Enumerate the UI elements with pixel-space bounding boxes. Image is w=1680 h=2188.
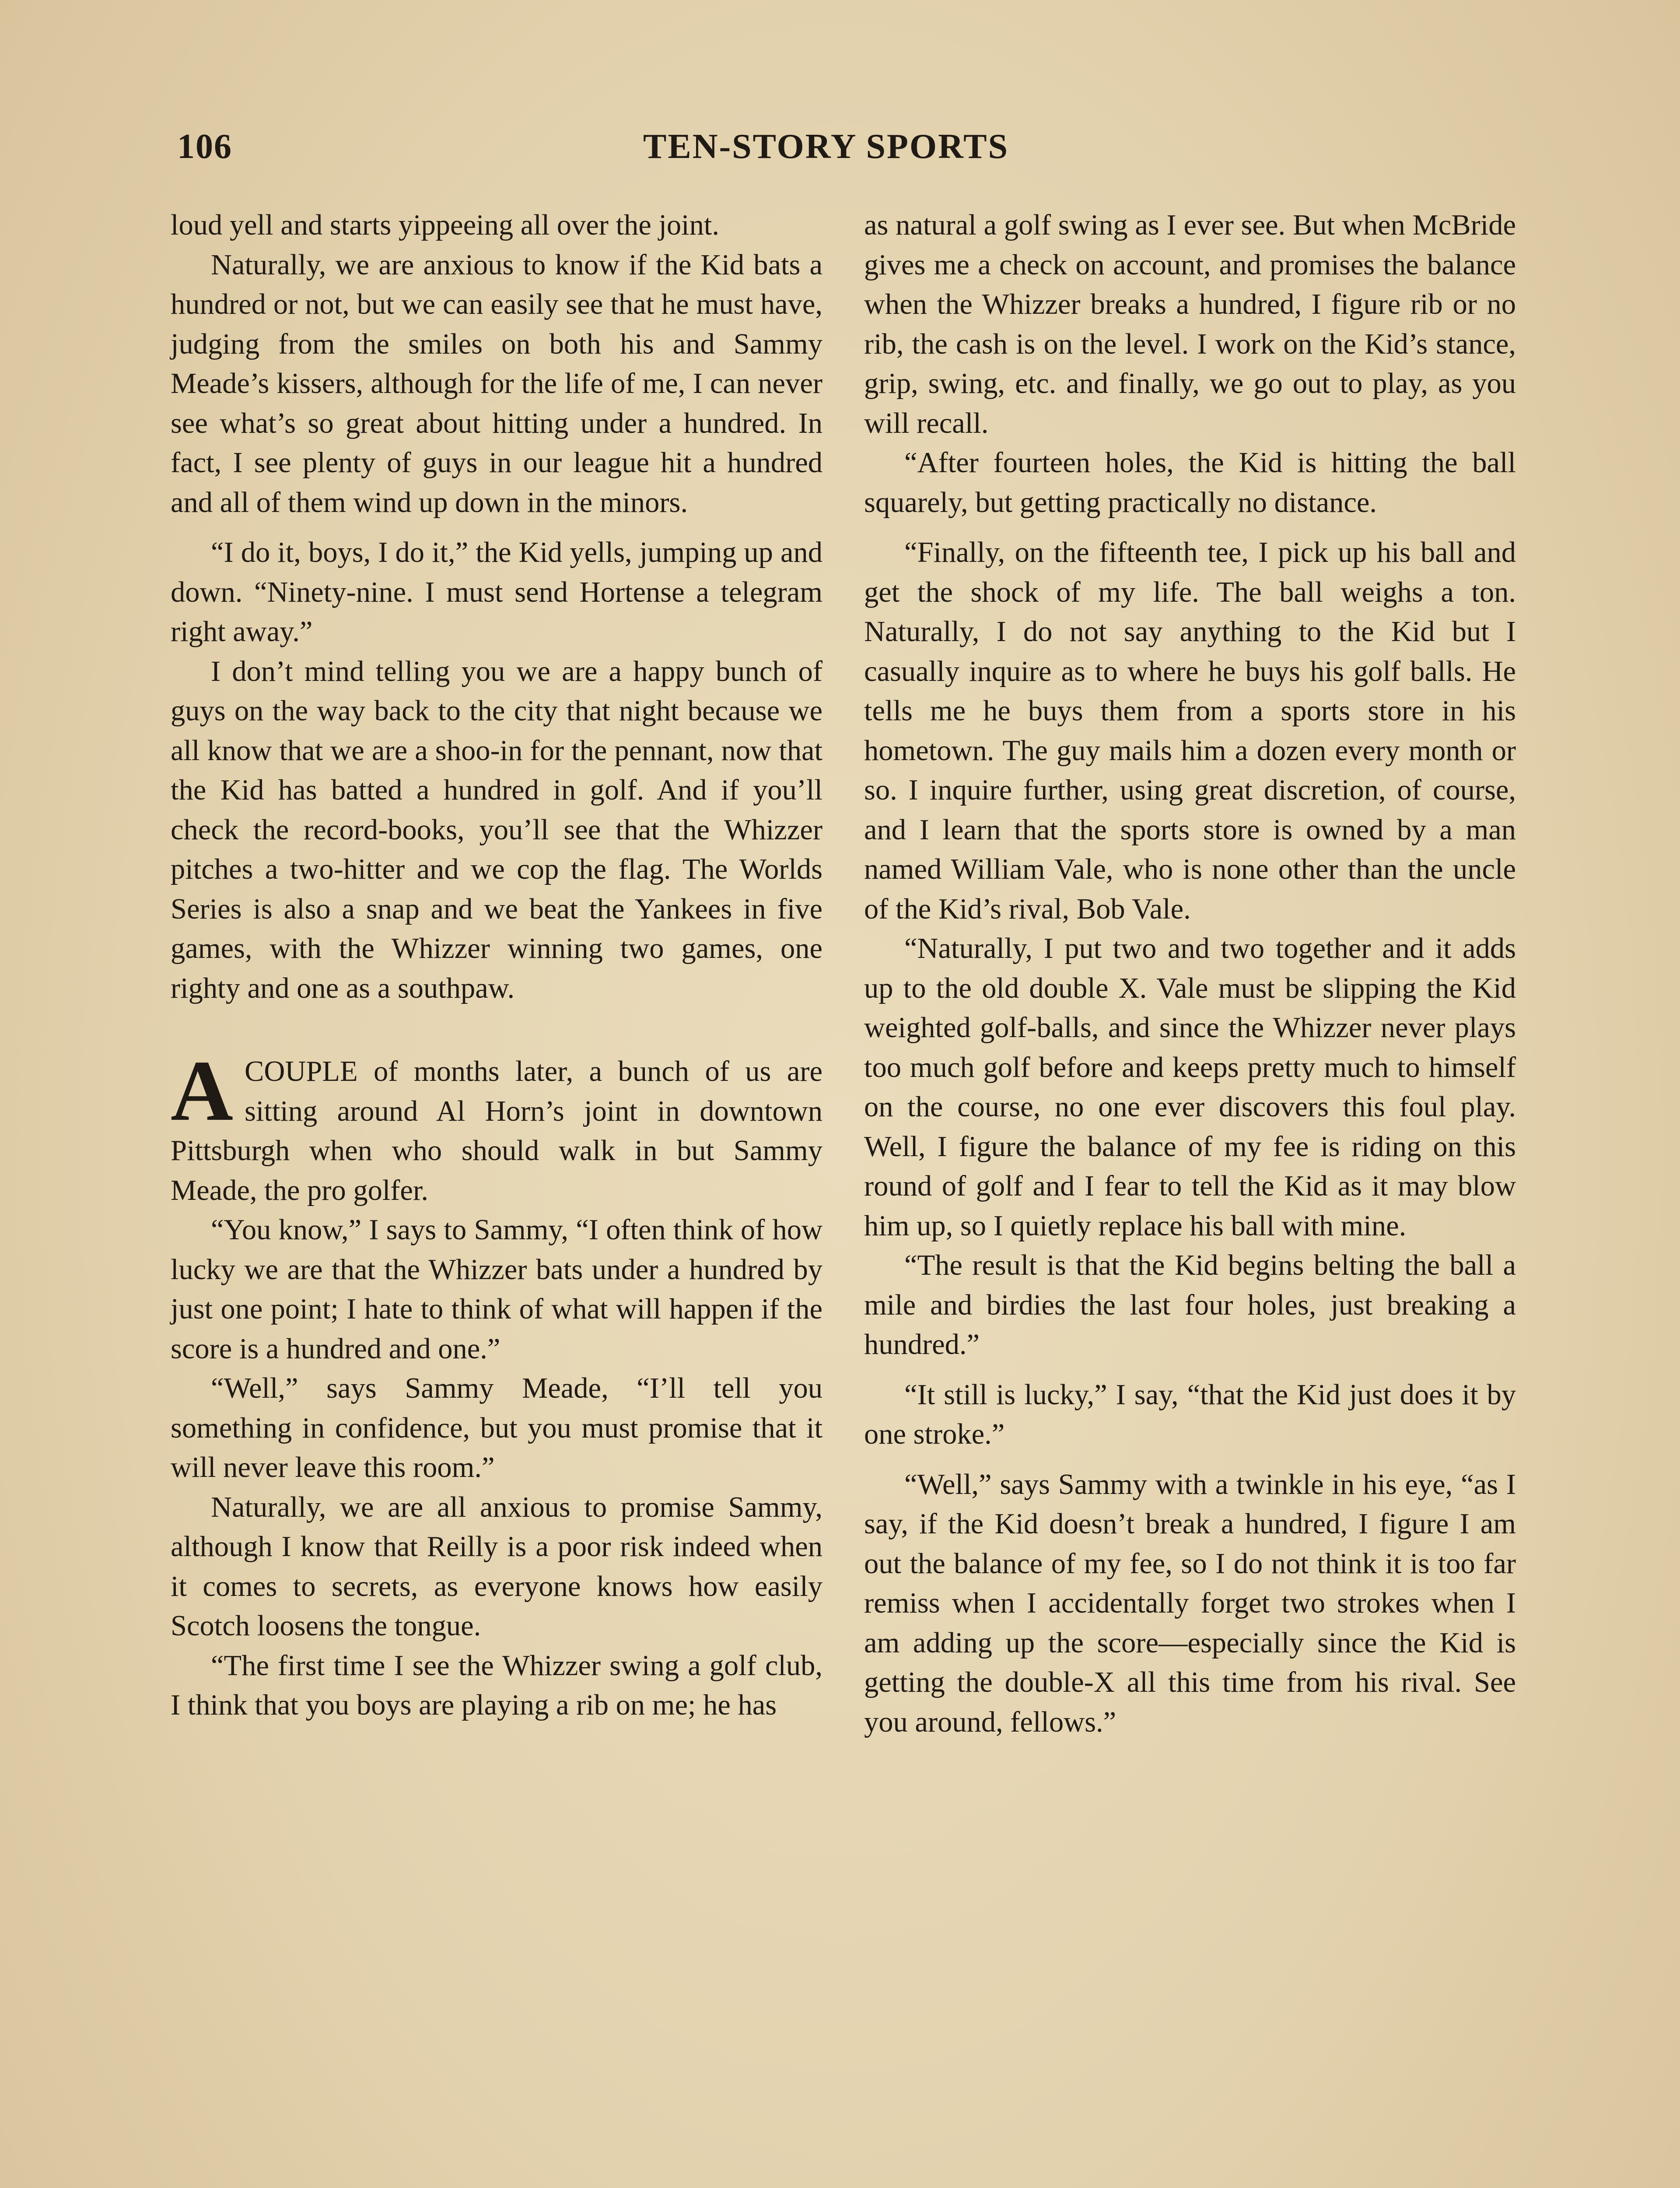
paragraph: “Well,” says Sammy with a twinkle in his eye, “as I say, if the Kid doesn’t break a hundred, I figure I am out the balance of my fee, so I do not think it is too far remiss when I accidentally forget two strokes when I am adding up the score—especially since the Kid is getting the double-X all this time from his rival. See you around, fellows.” <box>864 1468 1516 1738</box>
page-number: 106 <box>177 127 232 166</box>
paragraph: “It still is lucky,” I say, “that the Kid just does it by one stroke.” <box>864 1378 1516 1450</box>
paragraph-text: COUPLE of months later, a bunch of us are sitting around Al Horn’s joint in downtown Pittsburgh when who should walk in but Sammy Meade, the pro golfer. <box>171 1055 822 1206</box>
paragraph: “Finally, on the fifteenth tee, I pick up his ball and get the shock of my life. The ball weighs a ton. Naturally, I do not say anything to the Kid but I casually inquire as to where he buys his golf balls. He tells me he buys them from a sports store in his hometown. The guy mails him a dozen every month or so. I inquire further, using great discretion, of course, and I learn that the sports store is owned by a man named William Vale, who is none other than the uncle of the Kid’s rival, Bob Vale. <box>864 536 1516 925</box>
drop-cap: A <box>171 1043 233 1139</box>
paragraph: “Well,” says Sammy Meade, “I’ll tell you something in confidence, but you must promise that it will never leave this room.” <box>171 1372 822 1483</box>
paragraph: “I do it, boys, I do it,” the Kid yells, jumping up and down. “Ninety-nine. I must send Hortense a telegram right away.” <box>171 536 822 648</box>
paragraph: loud yell and starts yippeeing all over the joint. <box>171 209 719 241</box>
paragraph: “The first time I see the Whizzer swing a golf club, I think that you boys are playing a rib on me; he has <box>171 1649 822 1721</box>
section-opening-paragraph <box>171 1043 822 1210</box>
paragraph: as natural a golf swing as I ever see. But when McBride gives me a check on account, and promises the balance when the Whizzer breaks a hundred, I figure rib or no rib, the cash is on the level. I work on the Kid’s stance, grip, swing, etc. and finally, we go out to play, as you will recall. <box>864 209 1516 439</box>
paragraph: I don’t mind telling you we are a happy bunch of guys on the way back to the city that night because we all know that we are a shoo-in for the pennant, now that the Kid has batted a hundred in golf. And if you’ll check the record-books, you’ll see that the Whizzer pitches a two-hitter and we cop the flag. The Worlds Series is also a snap and we beat the Yankees in five games, with the Whizzer winning two games, one righty and one as a southpaw. <box>171 655 822 1004</box>
paragraph: Naturally, we are all anxious to promise Sammy, although I know that Reilly is a poor risk indeed when it comes to secrets, as everyone knows how easily Scotch loosens the tongue. <box>171 1491 822 1642</box>
paragraph: “Naturally, I put two and two together and it adds up to the old double X. Vale must be slipping the Kid weighted golf-balls, and since the Whizzer never plays too much golf before and keeps pretty much to himself on the course, no one ever discovers this foul play. Well, I figure the balance of my fee is riding on this round of golf and I fear to tell the Kid as it may blow him up, so I quietly replace his ball with mine. <box>864 933 1516 1242</box>
left-column <box>171 206 822 1725</box>
running-head: TEN-STORY SPORTS <box>643 127 1009 166</box>
right-column <box>864 206 1516 1742</box>
paragraph: “After fourteen holes, the Kid is hitting the ball squarely, but getting practically no distance. <box>864 447 1516 519</box>
page-header <box>0 0 1680 193</box>
paragraph: Naturally, we are anxious to know if the Kid bats a hundred or not, but we can easily see that he must have, judging from the smiles on both his and Sammy Meade’s kissers, although for the life of me, I can never see what’s so great about hitting under a hundred. In fact, I see plenty of guys in our league hit a hundred and all of them wind up down in the minors. <box>171 249 822 519</box>
paragraph: “You know,” I says to Sammy, “I often think of how lucky we are that the Whizzer bats under a hundred by just one point; I hate to think of what will happen if the score is a hundred and one.” <box>171 1214 822 1365</box>
paragraph: “The result is that the Kid begins belting the ball a mile and birdies the last four holes, just breaking a hundred.” <box>864 1249 1516 1360</box>
